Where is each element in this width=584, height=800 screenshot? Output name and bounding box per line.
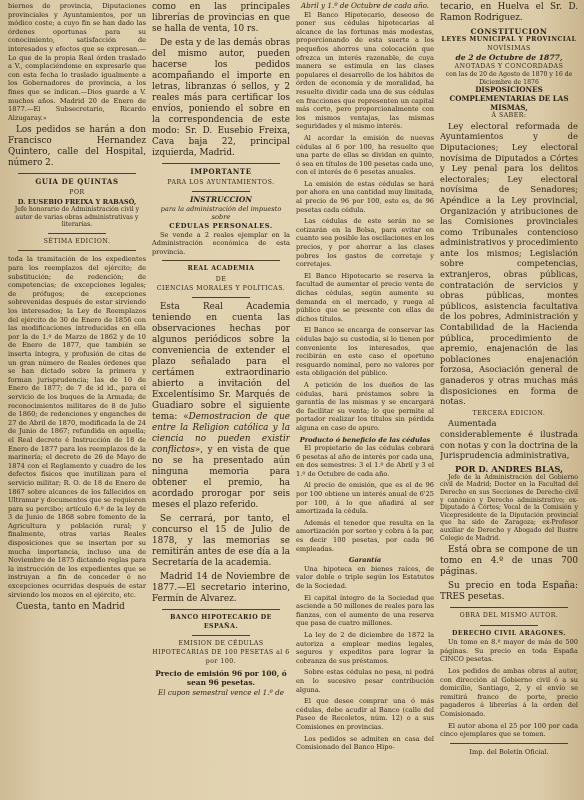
col1-para-1: biernos de provincia, Diputaciones provinciales y Ayuntamientos, por un módico coste; a cuyo fin se han dado las órdenes oportunas para su conocimiento, satisfacción de interesados y efectos que se expresan.— Lo que de la propia Real órden traslado a V., complaciéndome en expresarle que con esta fecha lo traslado igualmente a los Gobernadores de provincia, a los fines que se indican.—Dios guarde a V. muchos años. Madrid 20 de Enero de 1877.—El Subsecretario, Ricardo Alzugaray.» (8, 2, 146, 122)
aragones-title: DERECHO CIVIL ARAGONES. (452, 629, 566, 637)
col3-para-2: El Banco Hipotecario, deseoso de poner sus cédulas hipotecarias al alcance de las fortunas más modestas, proporcionando de esta suerte a los pequeños ahorros una colocación que ofrezca un interés razonable, de cuya manera se estimula en las clases populares el desarrollo de los hábitos de órden de economía y de moralidad, ha resuelto dividir cada una de sus cédulas en fracciones que representen un capital más corto, pero proporcionalmente con los mismos ventajas, las mismas seguridades y el mismo interés. (296, 10, 434, 131)
col2-para-5: Se cerrará, por tanto, el concurso el 15 de Julio de 1878, y las memorias se remitirán antes de ese día a la Secretaría de la academia. (152, 514, 290, 569)
column-4 (440, 2, 578, 800)
instruccion-sub: para la administración del impuesto sobre (160, 204, 282, 222)
col3-para-13: El capital íntegro de la Sociedad que asciende a 50 millones de reales para las fianzas, con el aumento de una reserva que pasa de cuatro millones. (296, 593, 434, 628)
col3-para-5: Las cédulas de este serán no se cotizarán en la Bolsa, para evitar en cuanto sea posible las oscilaciones en los precios, y por ahorrar a las clases pobres los gastos de corretaje y corretajes. (296, 217, 434, 269)
divider (480, 625, 538, 626)
col3-para-16: El que desee comprar una ó más cédulas, debe acudir al Banco (calle del Paseo de Recoletos, núm. 12) o a sus Comisiones en provincias. (296, 697, 434, 731)
col3-para-11: Además el tenedor que resulta en la amortización por sorteo y cobra á la par, es decir 100 pesetas, por cada 96 empleadas. (296, 518, 434, 553)
column-3 (296, 2, 434, 800)
precio-emision: Precio de emisión 96 por 100, ó sean 96 pesetas. (155, 669, 287, 688)
novisimas: NOVÍSIMAS (487, 44, 531, 52)
col3-para-14: La ley de 2 de diciembre de 1872 la autoriza a emplear medios legales, seguros y expeditos para lograr la cobranza de sus préstamos. (296, 630, 434, 665)
author-role: Jefe de la Administración del Gobierno civil de Madrid; Doctor en la Facultad del Derecho en sus Secciones de Derecho civil y canónico y Derecho administrativo; ex-Diputado á Córtes; Vocal de la Comisión y Vicepresidente de la Diputación provincial que ha sido de Zaragoza; ex-Profesor auxiliar de Derecho y Abogado del Ilustre Colegio de Madrid. (440, 473, 578, 542)
instruccion-title: INSTRUCCION (189, 195, 253, 205)
divider (162, 609, 280, 610)
aragones-para-1: Un tomo en 8.º mayor de más de 500 páginas. Su precio en toda España CINCO pesetas. (440, 638, 578, 664)
guia-author-role: Jefe honorario de Administración civil y autor de varias obras administrativas y literarias. (14, 206, 140, 229)
col1-orders-note: Los pedidos se harán a don Francisco Hernandez Quintero, calle del Hospital, número 2. (8, 125, 146, 169)
academia-de: DE (215, 275, 227, 283)
divider (192, 191, 250, 192)
col3-para-3: Al acordar la emisión de nuevas cédulas al 6 por 100, ha resuelto que una parte de ellas se dividan en quinto, ó sea en títulos de 100 pesetas cada uno, con el interés de 6 pesetas anuales. (296, 133, 434, 177)
tomo-text: Está obra se compone de un tomo en 4.º de unas 700 páginas. (440, 545, 578, 578)
col2-para-3: Se vende a 2 reales ejemplar en la Administración económica de esta provincia. (152, 230, 290, 256)
divider (18, 250, 136, 251)
divider (192, 297, 250, 298)
obra-title: OBRA DEL MISMO AUTOR. (459, 612, 559, 620)
col3-para-9: El propietario de las cédulas cobrará 6 pesetas al año de interés por cada una, en dos semestres: 3 el 1.º de Abril y 3 el 1.º de Octubre de cada año. (296, 444, 434, 478)
aragones-para-3: El autor abona el 25 por 100 por cada cinco ejemplares que se tomen. (440, 721, 578, 739)
tema-text: Demostracion de que entre la Religion católica y la ciencia no pueden existir conflictos (152, 412, 290, 456)
constitucion-title: CONSTITUCION (470, 27, 548, 36)
guia-edition: SÉTIMA EDICION. (43, 237, 111, 245)
aumentada: Aumentada considerablemente é ilustrada con notas y con la doctrina de la Jurisprudencia administrativa, (440, 418, 578, 461)
academia-sub: CIENCIAS MORALES Y POLÍTICAS. (156, 284, 286, 292)
divider (162, 260, 280, 261)
guia-author: D. EUSEBIO FREIXA Y RABASÓ, (17, 197, 137, 206)
precio-text: Su precio en toda España: TRES pesetas. (440, 581, 578, 603)
divider (192, 635, 250, 636)
cupon-text: El cupon semestral vence el 1.º de (158, 688, 284, 698)
col3-para-6: El Banco Hipotecario se reserva la facultad de aumentar el precio venta de dichas cédulas, según aumente su demanda en el mercado, y ruega al público que se presente con ellas de dichos títulos. (296, 271, 434, 323)
col2-para-1: como en las principales librerías de provincias en que se halla de venta, 10 rs. (152, 2, 290, 34)
cedulas-title: CÉDULAS PERSONALES. (169, 221, 273, 230)
column-2 (152, 2, 290, 800)
guia-title: GUIA DE QUINTAS (35, 177, 119, 187)
disposiciones: DISPOSICIONES COMPLEMENTARIAS DE LAS MISMAS, (449, 85, 569, 112)
a-saber: Á SABER: (491, 112, 527, 120)
col3-para-10: Al precio de emisión, que es el de 96 por 100 obtiene un interés anual de 6'25 por 100, á lo que añadirá al ser amortizada la cédula. (296, 481, 434, 516)
tercera-edicion: TERCERA EDICION. (472, 409, 546, 417)
anotadas-2: con las de 20 de Agosto de 1870 y 16 de Diciembre de 1876 (445, 71, 573, 86)
producto-title: Producto ó beneficio de las cédulas (299, 435, 431, 444)
divider (48, 233, 106, 234)
col3-para-8: A petición de los dueños de las cédulas, hará préstamos sobre la garantía de las mismas y se encargará de facilitar su venta; lo que permite al portador realizar los títulos sin pérdida alguna en caso de apuro. (296, 380, 434, 432)
col2-para-4: Esta Real Academia teniendo en cuenta las observaciones hechas por algunos periódicos sobre la conveniencia de extender el plazo señalado para el certámen extraordinario abierto a invitación del Excelentísimo Sr. Marqués de Guadiaro sobre el siguiente tema: «Demostracion de que entre la Religion católica y la ciencia no pueden existir conflictos», y en vista de que no se ha presentado aún ninguna memoria para obtener el premio, ha acordado prorogar por seis meses el plazo referido. (152, 302, 290, 511)
col1-para-4: Cuesta, tanto en Madrid (16, 602, 125, 613)
col1-para-3: toda la tramitación de los expedientes para los reemplazos del ejército; de substitución; de redención; de competencias; de excepciones legales; de prófugos; de excepciones sobrevenidas después de estar sirviendo los interesados; la Ley de Reemplazos del ejército de 30 de Enero de 1856 con las modificaciones introducidas en ella por la de 1.º de Marzo de 1862 y de 10 de Enero de 1877, que también se inserta íntegra, y profusión de citas de un gran número de Reales órdenes que se han dictado sobre la primera y forman jurisprudencia; las de 10 de Enero de 1877; de 7 de id id., para el servicio de los buques de la Armada; de reconocimientos militares de 8 de Julio de 1860; de redenciones y enganches de 27 de Abril de 1870, modificada la de 24 de Junio de 1867; refundida en aquella; el Real decreto é Instrucción de 18 de Enero de 1877 para los reemplazos de la marinería; el decreto de 26 de Mayo de 1874 con el Reglamento y cuadro de los defectos físicos que inutilizan para el servicio militar; R. O. de 18 de Enero de 1867 sobre alcances de los fallecidos en Ultramar y documentos que se requieren para su percibo; artículo 6.º de la ley de 3 de Junio de 1868 sobre fomento de la Agricultura y población rural; y finalmente, otras varias Reales disposiciones que se insertan por su mucha importancia, incluso una de Noviembre de 1875 dictando reglas para la instrucción de los expedientes que se instruyan a fin de conceder ó no excepciones ocurridas después de estar sirviendo los mozos en el ejército, etc. (8, 255, 146, 599)
divider (450, 743, 568, 744)
fecha-ley: de 2 de Octubre de 1877, (455, 53, 563, 63)
divider (162, 163, 280, 164)
por-author: POR D. ANDRES BLAS, (454, 463, 564, 474)
guia-por: POR (69, 188, 85, 196)
col3-para-4: La emisión de estas cédulas se hará por ahora en una cantidad muy limitada, al precio de 96 por 100, esto es, de 96 pesetas cada cédula. (296, 179, 434, 214)
col4-lead: Ley electoral reformada de Ayuntamientos y de Diputaciones; Ley electoral novísima de Diputados a Córtes y Ley penal para los delitos electorales; Ley electoral novísima de Senadores; Apéndice a la Ley provincial, Organización y atribuciones de las Comisiones provinciales como Tribunales contencioso administrativos y procedimiento ante los mismos; Legislación sobre competencias, extranjeros, obras públicas, contratación de servicios y obras públicas, montes públicos, asistencia facultativa de los pobres, Administración y Contabilidad de la Hacienda pública, procedimiento de apremio, enajenación de las poblaciones enajenación forzosa, Asociación general de ganaderos y otras muchas más disposiciones en forma de notas. (440, 120, 578, 407)
constitucion-sub: LEYES MUNICIPAL Y PROVINCIAL (441, 36, 577, 43)
column-1 (8, 2, 146, 800)
cupon-continued: Abril y 1.º de Octubre de cada año. (300, 2, 430, 10)
col2-para-2: De esta y de las demás obras del mismo autor, pueden hacerse los pedidos acompañando el importe en letras, libranzas ó sellos, y 2 reales más para certificar los envíos, poniendo el sobre en la correspondencia de este modo: Sr. D. Eusebio Freixa, Cava baja 22, principal izquierda, Madrid. (152, 38, 290, 158)
col3-para-17: Los pedidos se admiten en casa del Comisionado del Banco Hipo- (296, 734, 434, 752)
anotadas: ANOTADAS Y CONCORDADAS (454, 62, 564, 70)
aragones-para-2: Los pedidos de ambas obras al autor, con dirección al Gobierno civil ó a su domicilio, Santiago, 2, y el envío se remitirá franco de porte, precio pagaderos á librerías á la orden del Comisionado. (440, 667, 578, 719)
col3-para-15: Sobre estas cédulas no pesa, ni podrá en lo sucesivo pesar contribución alguna. (296, 668, 434, 694)
garantia-title: Garantía (348, 556, 382, 565)
importante-sub: PARA LOS AYUNTAMIENTOS. (167, 178, 275, 186)
imprenta: Imp. del Boletín Oficial. (469, 747, 549, 756)
banco-title: BANCO HIPOTECARIO DE ESPAÑA. (170, 614, 272, 630)
academia-title: REAL ACADEMIA (187, 265, 255, 273)
divider (450, 607, 568, 608)
banco-sub: EMISION DE CÉDULAS HIPOTECARIAS DE 100 PESETAS al 6 por 100. (152, 640, 290, 665)
col3-para-7: El Banco se encarga de conservar las cédulas bajo su custodia, si lo tienen por conveniente los interesados, que recibirán en este caso el oportuno resguardo nominal, pero no valores por esta obligación del público. (296, 326, 434, 378)
col3-para-12: Una hipoteca en bienes raíces, de valor doble o triple según los Estatutos de la Sociedad. (296, 564, 434, 590)
divider (18, 173, 136, 174)
col4-para-1: tecario, en Huelva el Sr. D. Ramon Rodriguez. (440, 2, 578, 23)
col2-para-6: Madrid 14 de Noviembre de 1877.—El secretario interino, Fermín de Alvarez. (152, 572, 290, 605)
importante-title: IMPORTANTE (190, 167, 252, 176)
